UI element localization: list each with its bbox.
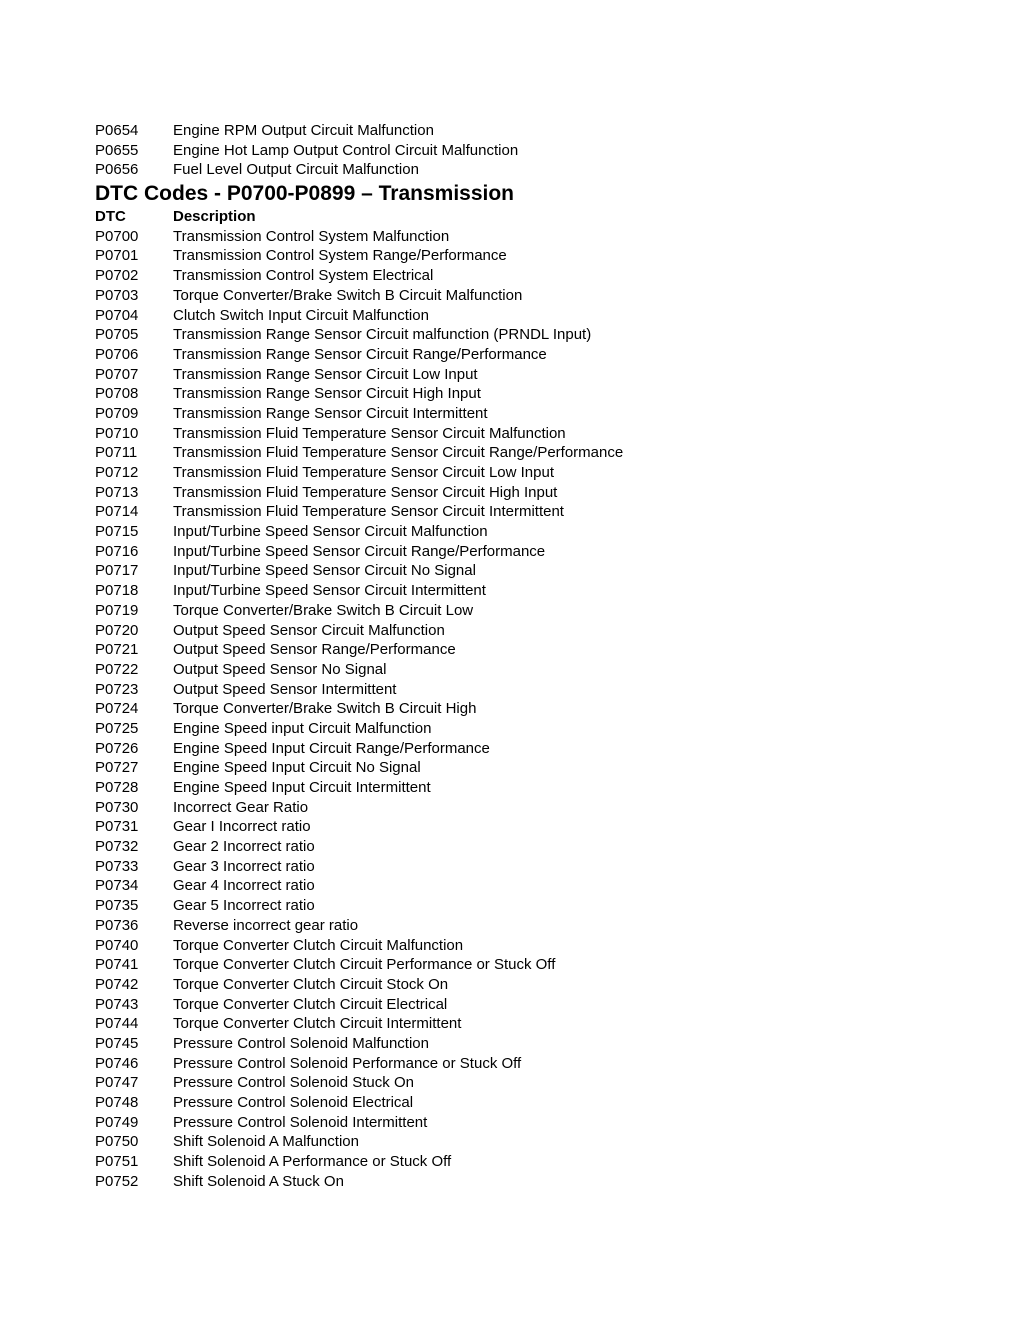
table-row — [95, 1152, 975, 1172]
dtc-code: P0706 — [95, 345, 139, 363]
table-row — [95, 160, 975, 180]
table-row — [95, 837, 975, 857]
table-row — [95, 141, 975, 161]
table-row — [95, 1034, 975, 1054]
dtc-code: P0722 — [95, 660, 139, 678]
table-row — [95, 621, 975, 641]
dtc-code: P0716 — [95, 542, 139, 560]
table-row — [95, 601, 975, 621]
dtc-description: Clutch Switch Input Circuit Malfunction — [173, 306, 429, 324]
dtc-code: P0713 — [95, 483, 139, 501]
section-heading: DTC Codes - P0700-P0899 – Transmission — [95, 182, 515, 206]
dtc-description: Transmission Fluid Temperature Sensor Circuit Range/Performance — [173, 444, 624, 462]
dtc-code-table — [95, 227, 975, 1192]
table-row — [95, 1132, 975, 1152]
dtc-description: Output Speed Sensor Range/Performance — [173, 641, 456, 659]
table-row — [95, 857, 975, 877]
table-row — [95, 384, 975, 404]
dtc-code: P0732 — [95, 838, 139, 856]
dtc-description: Pressure Control Solenoid Malfunction — [173, 1034, 429, 1052]
dtc-description: Transmission Fluid Temperature Sensor Circuit Intermittent — [173, 503, 564, 521]
dtc-code: P0725 — [95, 719, 139, 737]
dtc-code: P0655 — [95, 141, 139, 159]
dtc-description: Gear I Incorrect ratio — [173, 818, 311, 836]
dtc-code: P0730 — [95, 798, 139, 816]
table-row — [95, 266, 975, 286]
table-row — [95, 227, 975, 247]
table-row — [95, 955, 975, 975]
dtc-description: Pressure Control Solenoid Performance or Stuck Off — [173, 1054, 522, 1072]
table-row — [95, 561, 975, 581]
dtc-description: Transmission Control System Range/Performance — [173, 247, 507, 265]
dtc-code: P0712 — [95, 464, 139, 481]
dtc-code: P0742 — [95, 975, 139, 993]
dtc-code: P0735 — [95, 897, 139, 915]
dtc-code: P0726 — [95, 739, 139, 757]
document-page — [95, 121, 975, 1191]
table-row — [95, 758, 975, 778]
dtc-code: P0723 — [95, 680, 139, 698]
table-row — [95, 542, 975, 562]
dtc-description: Input/Turbine Speed Sensor Circuit Malfunction — [173, 523, 488, 541]
table-row — [95, 1172, 975, 1192]
table-row — [95, 640, 975, 660]
dtc-description: Shift Solenoid A Stuck On — [173, 1172, 344, 1190]
table-row — [95, 325, 975, 345]
table-row — [95, 581, 975, 601]
previous-codes-list — [95, 121, 975, 180]
dtc-description: Pressure Control Solenoid Stuck On — [173, 1074, 414, 1092]
dtc-description: Torque Converter Clutch Circuit Stock On — [173, 975, 449, 993]
column-header-description: Description — [173, 208, 256, 226]
table-row — [95, 1113, 975, 1133]
table-row — [95, 680, 975, 700]
dtc-code: P0736 — [95, 916, 139, 934]
dtc-description: Engine Speed Input Circuit No Signal — [173, 759, 421, 777]
dtc-code: P0741 — [95, 956, 139, 974]
table-row — [95, 483, 975, 503]
dtc-description: Transmission Range Sensor Circuit Intermittent — [173, 404, 488, 422]
dtc-code: P0728 — [95, 779, 139, 796]
dtc-description: Torque Converter Clutch Circuit Performance or Stuck Off — [173, 956, 556, 974]
table-row — [95, 896, 975, 916]
dtc-description: Transmission Fluid Temperature Sensor Circuit High Input — [173, 483, 558, 501]
table-row — [95, 817, 975, 837]
dtc-code: P0745 — [95, 1034, 139, 1052]
dtc-code: P0749 — [95, 1113, 139, 1131]
dtc-code: P0751 — [95, 1153, 139, 1171]
dtc-code: P0718 — [95, 582, 139, 600]
dtc-description: Output Speed Sensor No Signal — [173, 660, 387, 678]
table-row — [95, 1014, 975, 1034]
dtc-description: Transmission Range Sensor Circuit malfunction (PRNDL Input) — [173, 326, 592, 344]
dtc-code: P0733 — [95, 857, 139, 875]
dtc-description: Gear 2 Incorrect ratio — [173, 838, 315, 856]
dtc-code: P0704 — [95, 306, 139, 324]
dtc-description: Fuel Level Output Circuit Malfunction — [173, 161, 419, 179]
dtc-code: P0702 — [95, 267, 139, 285]
dtc-description: Output Speed Sensor Circuit Malfunction — [173, 621, 445, 639]
dtc-description: Engine Hot Lamp Output Control Circuit Malfunction — [173, 141, 519, 159]
dtc-code: P0746 — [95, 1054, 139, 1072]
dtc-code: P0703 — [95, 286, 139, 304]
dtc-description: Transmission Range Sensor Circuit Range/Performance — [173, 345, 547, 363]
dtc-description: Input/Turbine Speed Sensor Circuit Range/Performance — [173, 542, 546, 560]
table-row — [95, 916, 975, 936]
dtc-description: Transmission Fluid Temperature Sensor Circuit Malfunction — [173, 424, 566, 442]
dtc-description: Torque Converter/Brake Switch B Circuit Malfunction — [173, 286, 523, 304]
dtc-code: P0744 — [95, 1015, 139, 1033]
dtc-description: Gear 5 Incorrect ratio — [173, 897, 315, 915]
dtc-code: P0710 — [95, 424, 139, 442]
table-row — [95, 424, 975, 444]
dtc-code: P0717 — [95, 562, 139, 580]
dtc-code: P0654 — [95, 122, 139, 139]
dtc-code: P0705 — [95, 326, 139, 344]
table-row — [95, 739, 975, 759]
table-row — [95, 876, 975, 896]
table-row — [95, 975, 975, 995]
dtc-code: P0700 — [95, 227, 139, 245]
column-header-dtc: DTC — [95, 208, 126, 226]
dtc-description: Transmission Control System Electrical — [173, 267, 434, 285]
dtc-code: P0709 — [95, 404, 139, 422]
table-row — [95, 121, 975, 141]
dtc-code: P0752 — [95, 1172, 139, 1190]
dtc-code: P0714 — [95, 503, 139, 521]
dtc-description: Output Speed Sensor Intermittent — [173, 680, 397, 698]
dtc-code: P0748 — [95, 1094, 139, 1111]
dtc-description: Input/Turbine Speed Sensor Circuit No Signal — [173, 562, 476, 580]
dtc-code: P0707 — [95, 365, 139, 383]
dtc-code: P0708 — [95, 385, 139, 403]
dtc-description: Torque Converter Clutch Circuit Intermittent — [173, 1015, 462, 1033]
table-row — [95, 522, 975, 542]
table-row — [95, 463, 975, 483]
dtc-code: P0734 — [95, 877, 139, 895]
dtc-code: P0731 — [95, 818, 139, 836]
dtc-description: Gear 3 Incorrect ratio — [173, 857, 315, 875]
table-row — [95, 1093, 975, 1113]
dtc-code: P0715 — [95, 523, 139, 541]
table-row — [95, 798, 975, 818]
dtc-description: Transmission Fluid Temperature Sensor Circuit Low Input — [173, 464, 554, 481]
table-row — [95, 502, 975, 522]
dtc-code: P0719 — [95, 601, 139, 619]
dtc-code: P0701 — [95, 247, 139, 265]
table-row — [95, 719, 975, 739]
dtc-description: Pressure Control Solenoid Intermittent — [173, 1113, 428, 1131]
table-row — [95, 660, 975, 680]
dtc-code: P0721 — [95, 641, 139, 659]
dtc-description: Incorrect Gear Ratio — [173, 798, 309, 816]
table-row — [95, 778, 975, 798]
dtc-code: P0656 — [95, 161, 139, 179]
table-row — [95, 699, 975, 719]
dtc-description: Transmission Control System Malfunction — [173, 227, 450, 245]
dtc-description: Engine Speed Input Circuit Range/Performance — [173, 739, 490, 757]
dtc-description: Engine RPM Output Circuit Malfunction — [173, 122, 434, 139]
dtc-description: Engine Speed Input Circuit Intermittent — [173, 779, 431, 796]
table-row — [95, 404, 975, 424]
dtc-description: Torque Converter/Brake Switch B Circuit High — [173, 700, 477, 718]
dtc-code: P0740 — [95, 936, 139, 954]
table-row — [95, 306, 975, 326]
table-row — [95, 443, 975, 463]
table-row — [95, 365, 975, 385]
dtc-code: P0727 — [95, 759, 139, 777]
dtc-description: Torque Converter Clutch Circuit Electrical — [173, 995, 448, 1013]
dtc-code: P0750 — [95, 1133, 139, 1151]
dtc-description: Transmission Range Sensor Circuit Low Input — [173, 365, 478, 383]
dtc-description: Pressure Control Solenoid Electrical — [173, 1094, 414, 1111]
table-header — [95, 207, 975, 227]
table-row — [95, 1054, 975, 1074]
table-row — [95, 1073, 975, 1093]
dtc-description: Engine Speed input Circuit Malfunction — [173, 719, 432, 737]
dtc-description: Shift Solenoid A Malfunction — [173, 1133, 359, 1151]
dtc-code: P0720 — [95, 621, 139, 639]
table-row — [95, 936, 975, 956]
dtc-code: P0747 — [95, 1074, 139, 1092]
dtc-code: P0724 — [95, 700, 139, 718]
dtc-description: Gear 4 Incorrect ratio — [173, 877, 315, 895]
dtc-code: P0743 — [95, 995, 139, 1013]
dtc-description: Reverse incorrect gear ratio — [173, 916, 359, 934]
table-row — [95, 345, 975, 365]
dtc-description: Transmission Range Sensor Circuit High Input — [173, 385, 481, 403]
dtc-code: P0711 — [95, 444, 138, 462]
dtc-description: Torque Converter Clutch Circuit Malfunction — [173, 936, 464, 954]
dtc-description: Input/Turbine Speed Sensor Circuit Intermittent — [173, 582, 486, 600]
table-row — [95, 286, 975, 306]
table-row — [95, 995, 975, 1015]
dtc-description: Torque Converter/Brake Switch B Circuit Low — [173, 601, 474, 619]
table-row — [95, 246, 975, 266]
dtc-description: Shift Solenoid A Performance or Stuck Off — [173, 1153, 452, 1171]
